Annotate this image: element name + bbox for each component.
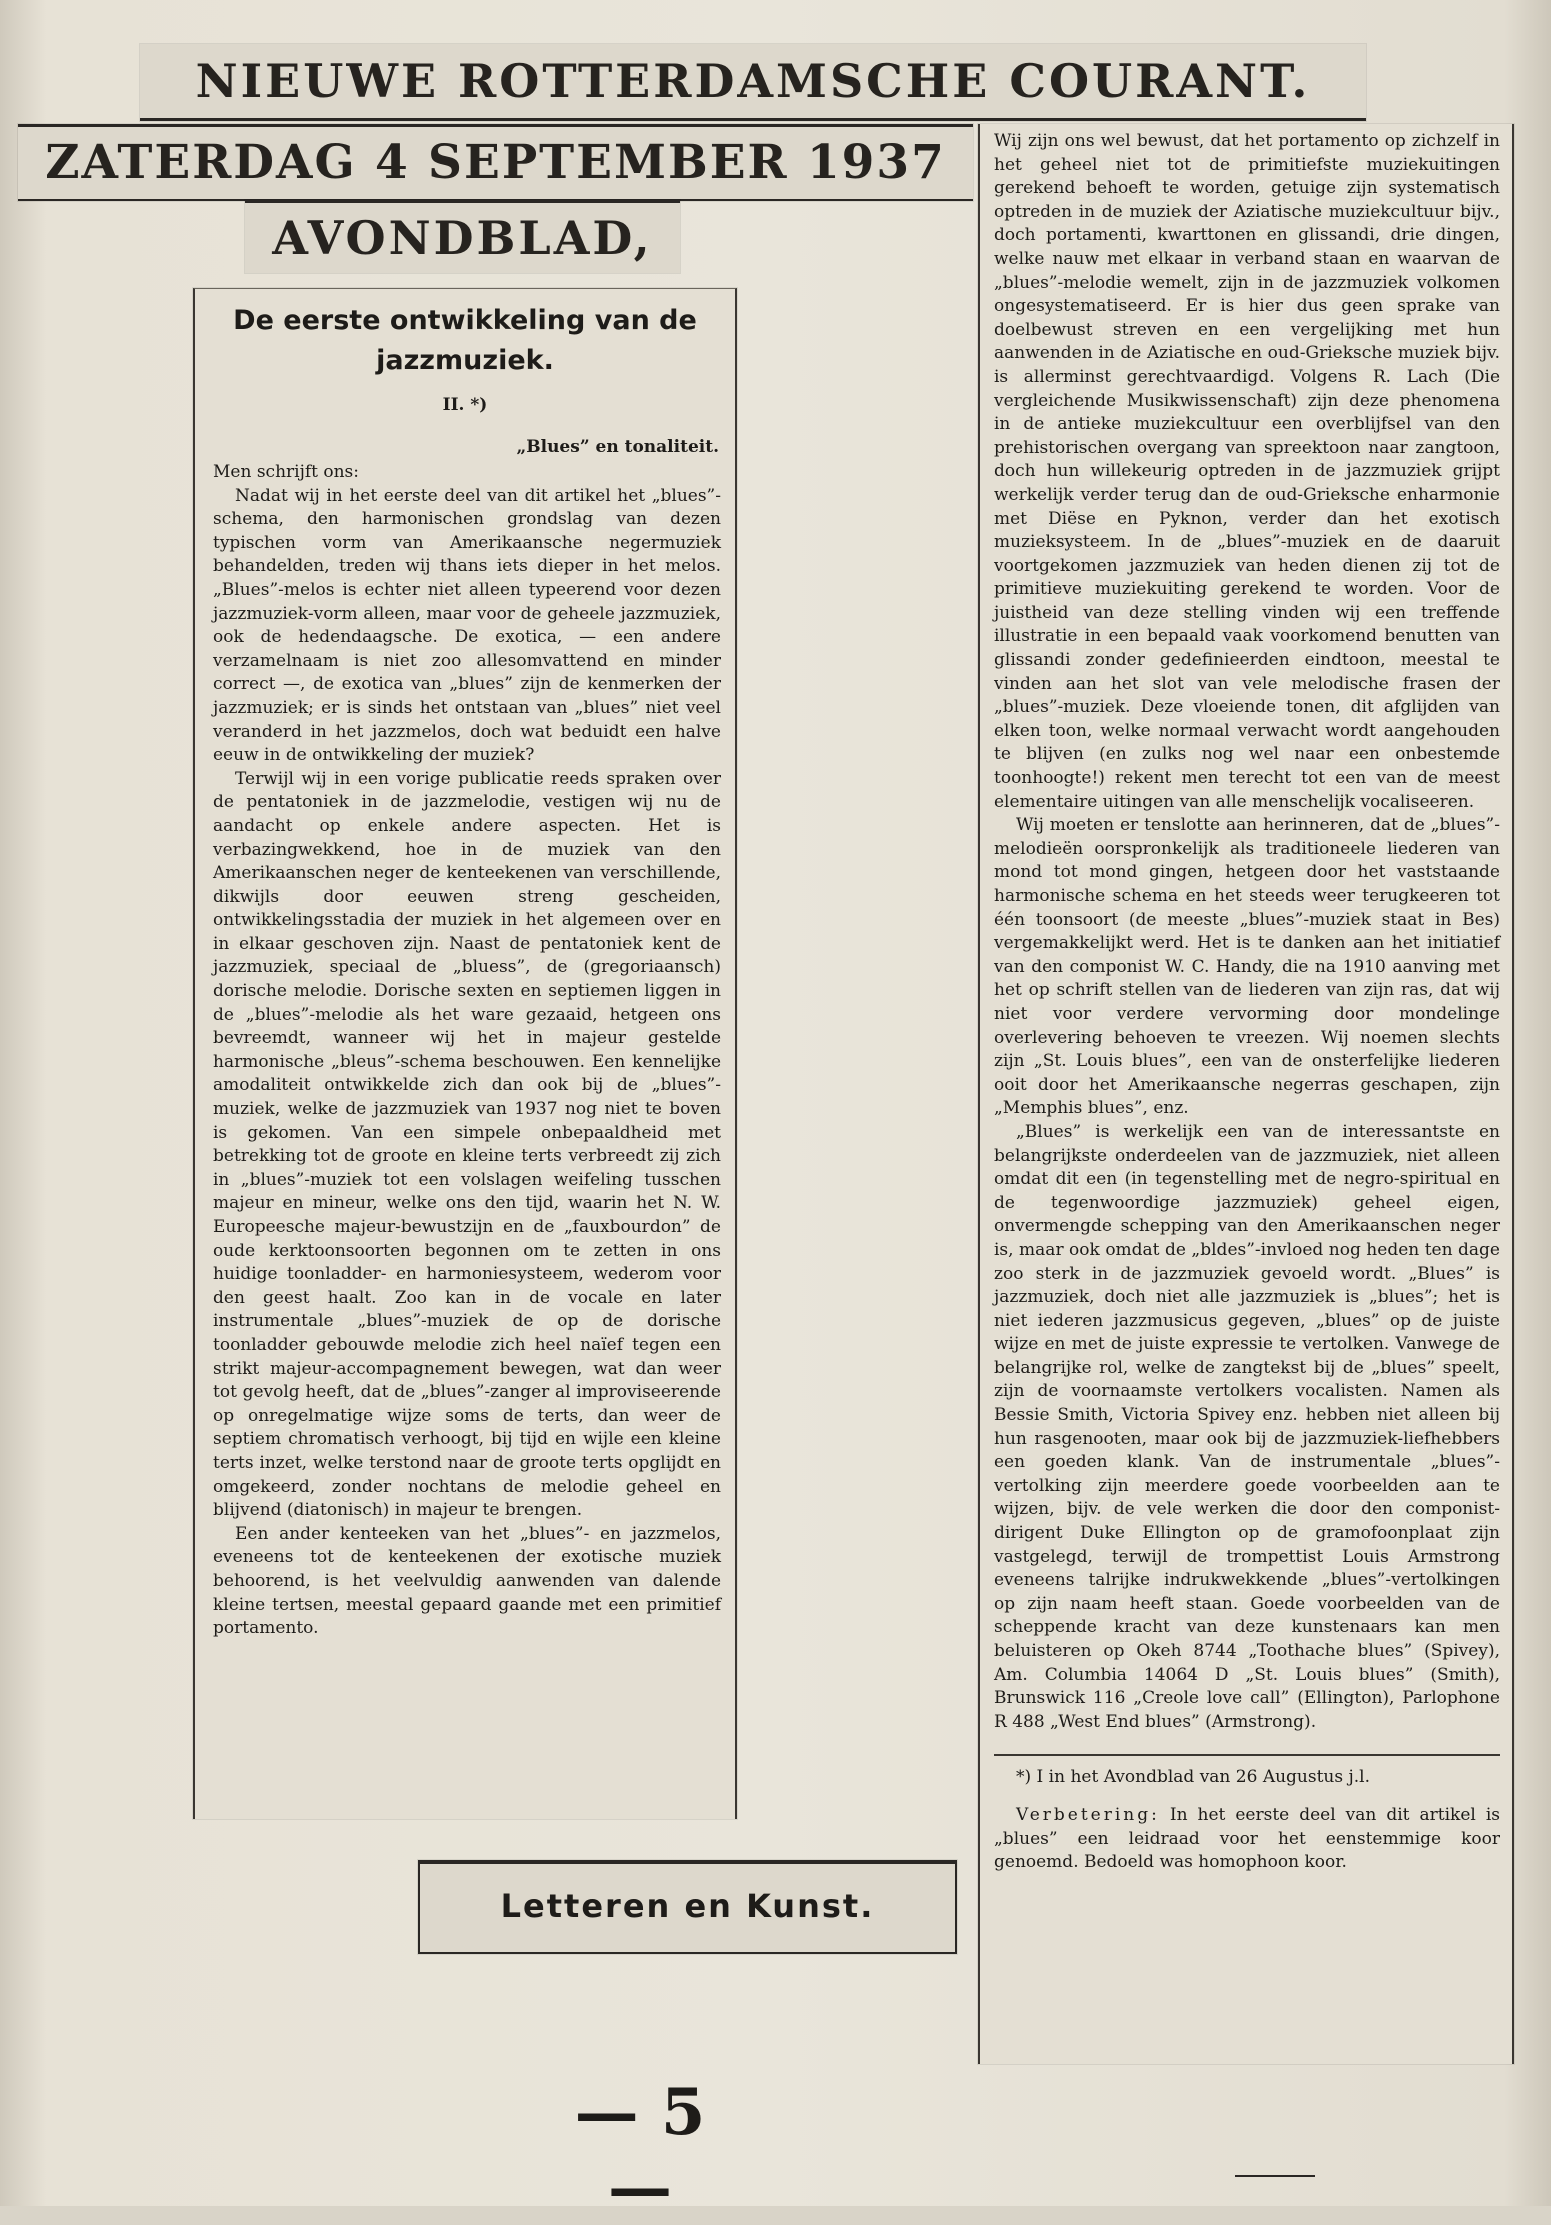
right-body-text bbox=[994, 130, 1500, 1734]
divider bbox=[1235, 2175, 1315, 2177]
footnote: *) I in het Avondblad van 26 Augustus j.l. bbox=[1016, 1767, 1371, 1788]
page-number: — 5 — bbox=[574, 2075, 706, 2225]
section-heading: Letteren en Kunst. bbox=[500, 1887, 875, 1925]
article-right-column bbox=[978, 124, 1514, 2064]
correction-label: Verbetering: bbox=[1016, 1804, 1160, 1825]
masthead: NIEUWE ROTTERDAMSCHE COURANT. bbox=[195, 54, 1311, 108]
paragraph: Wij moeten er tenslotte aan herinneren, dat de „blues”-melodieën oorspronkelijk als traditioneele liederen van mond tot mond gingen, hetgeen door het vaststaande harmonische schema en het steeds weer terugkeeren tot één toonsoort (de meeste „blues”-muziek staat in Bes) vergemakkelijkt werd. Het is te danken aan het initiatief van den componist W. C. Handy, die na 1910 aanving met het op schrift stellen van de liederen van zijn ras, dat wij niet voor verdere vervorming door mondelinge overlevering behoeven te vreezen. Wij noemen slechts zijn „St. Louis blues”, een van de onsterfelijke liederen ooit door het Amerikaansche negerras geschapen, zijn „Memphis blues”, enz. bbox=[994, 815, 1500, 1119]
section-heading-clipping bbox=[418, 1860, 957, 1954]
left-body-text bbox=[213, 461, 721, 1641]
article-subheading: „Blues” en tonaliteit. bbox=[516, 437, 719, 457]
paragraph: „Blues” is werkelijk een van de interessantste en belangrijkste onderdeelen van de jazzmuziek, niet alleen omdat dit een (in tegenstelling met de negro-spiritual en de tegenwoordige jazzmuziek) geheel eigen, onvermengde schepping van den Amerikaanschen neger is, maar ook omdat de „bldes”-invloed nog heden ten dage zoo sterk in de jazzmuziek gevoeld wordt. „Blues” is jazzmuziek, doch niet alle jazzmuziek is „blues”; het is niet iederen jazzmusicus gegeven, „blues” op de juiste wijze en met de juiste expressie te vertolken. Vanwege de belangrijke rol, welke de zangtekst bij de „blues” speelt, zijn de voornaamste vertolkers vocalisten. Namen als Bessie Smith, Victoria Spivey enz. hebben niet alleen bij hun rasgenooten, maar ook bij de jazzmuziek-liefhebbers een goeden klank. Van de instrumentale „blues”-vertolking zijn meerdere goede voorbeelden aan te wijzen, bijv. de vele werken die door den componist-dirigent Duke Ellington op de gramofoonplaat zijn vastgelegd, terwijl de trompettist Louis Armstrong eveneens talrijke indrukwekkende „blues”-vertolkingen op zijn naam heeft staan. Goede voorbeelden van de scheppende kracht van deze kunstenaars kan men beluisteren op Okeh 8744 „Toothache blues” (Spivey), Am. Columbia 14064 D „St. Louis blues” (Smith), Brunswick 116 „Creole love call” (Ellington), Parlophone R 488 „West End blues” (Armstrong). bbox=[994, 1121, 1500, 1732]
paragraph: Nadat wij in het eerste deel van dit artikel het „blues”-schema, den harmonischen grondslag van dezen typischen vorm van Amerikaansche negermuziek behandelden, treden wij thans iets dieper in het melos. „Blues”-melos is echter niet alleen typeerend voor dezen jazzmuziek-vorm alleen, maar voor de geheele jazzmuziek, ook de hedendaagsche. De exotica, — een andere verzamelnaam is niet zoo allesomvattend en minder correct —, de exotica van „blues” zijn de kenmerken der jazzmuziek; er is sinds het ontstaan van „blues” niet veel veranderd in het jazzmelos, doch wat beduidt een halve eeuw in de ontwikkeling der muziek? bbox=[213, 485, 721, 766]
dateline: ZATERDAG 4 SEPTEMBER 1937 bbox=[45, 135, 946, 190]
dateline-clipping bbox=[18, 124, 973, 201]
edition-name: AVONDBLAD, bbox=[272, 211, 653, 265]
article-left-column bbox=[193, 288, 737, 1819]
correction bbox=[994, 1804, 1500, 1875]
paragraph: Terwijl wij in een vorige publicatie reeds spraken over de pentatoniek in de jazzmelodie, vestigen wij nu de aandacht op enkele andere aspecten. Het is verbazingwekkend, hoe in de muziek van den Amerikaanschen neger de kenteekenen van verschillende, dikwijls door eeuwen streng gescheiden, ontwikkelingsstadia der muziek in het algemeen over en in elkaar geschoven zijn. Naast de pentatoniek kent de jazzmuziek, speciaal de „bluess”, de (gregoriaansch) dorische melodie. Dorische sexten en septiemen liggen in de „blues”-melodie als het ware gezaaid, hetgeen ons bevreemdt, wanneer wij het in majeur gestelde harmonische „bleus”-schema beschouwen. Een kennelijke amodaliteit ontwikkelde zich dan ook bij de „blues”-muziek, welke de jazzmuziek van 1937 nog niet te boven is gekomen. Van een simpele onbepaaldheid met betrekking tot de groote en kleine terts verbreedt zij zich in „blues”-muziek tot een volslagen weifeling tusschen majeur en mineur, welke ons den tijd, waarin het N. W. Europeesche majeur-bewustzijn en de „fauxbourdon” de oude kerktoonsoorten begonnen om te zetten in ons huidige toonladder- en harmoniesysteem, wederom voor den geest haalt. Zoo kan in de vocale en later instrumentale „blues”-muziek de op de dorische toonladder gebouwde melodie zich heel naïef tegen een strikt majeur-accompagnement bewegen, wat dan weer tot gevolg heeft, dat de „blues”-zanger al improviseerende op onregelmatige wijze soms de terts, dan weer de septiem chromatisch verhoogt, bij tijd en wijle een kleine terts inzet, welke terstond naar de groote terts opglijdt en omgekeerd, zonder nochtans de melodie geheel en blijvend (diatonisch) in majeur te brengen. bbox=[213, 768, 721, 1521]
correction-text: In het eerste deel van dit artikel is „blues” een leidraad voor het eenstemmige koor genoemd. Bedoeld was homophoon koor. bbox=[994, 1804, 1500, 1873]
paragraph: Men schrijft ons: bbox=[213, 462, 360, 482]
masthead-clipping bbox=[140, 44, 1366, 121]
article-title: De eerste ontwikkeling van de jazzmuziek. bbox=[233, 305, 697, 376]
edition-clipping bbox=[245, 200, 680, 273]
paragraph: Een ander kenteeken van het „blues”- en jazzmelos, eveneens tot de kenteekenen der exotische muziek behoorend, is het veelvuldig aanwenden van dalende kleine tertsen, meestal gepaard gaande met een primitief portamento. bbox=[213, 1523, 721, 1639]
article-part: II. *) bbox=[442, 395, 488, 415]
footnote-block bbox=[994, 1754, 1500, 1874]
paragraph: Wij zijn ons wel bewust, dat het portamento op zichzelf in het geheel niet tot de primitiefste muziekuitingen gerekend behoeft te worden, getuige zijn systematisch optreden in de muziek der Aziatische muziekcultuur bijv., doch portamenti, kwarttonen en glissandi, drie dingen, welke nauw met elkaar in verband staan en waarvan de „blues”-melodie wemelt, zijn in de jazzmuziek volkomen ongesystematiseerd. Er is hier dus geen sprake van doelbewust streven en een vergelijking met hun aanwenden in de Aziatische en oud-Grieksche muziek bijv. is allerminst gerechtvaardigd. Volgens R. Lach (Die vergleichende Musikwissenschaft) zijn deze phenomena in de antieke muziekcultuur een overblijfsel van den prehistorischen overgang van spreektoon naar zangtoon, doch hun willekeurig optreden in de jazzmuziek grijpt werkelijk verder terug dan de oud-Grieksche enharmonie met Diëse en Pyknon, verder dan het exotisch muzieksysteem. In de „blues”-muziek en de daaruit voortgekomen jazzmuziek van heden dienen zij tot de primitieve muziekuiting gerekend te worden. Voor de juistheid van deze stelling vinden wij een treffende illustratie in een bepaald vaak voorkomend benutten van glissandi zonder gedefinieerden eindtoon, meestal te vinden aan het slot van vele melodische frasen der „blues”-muziek. Deze vloeiende tonen, dit afglijden van elken toon, welke normaal verwacht wordt aangehouden te blijven (en zulks nog wel naar een onbestemde toonhoogte!) rekent men terecht tot een van de meest elementaire uitingen van alle menschelijk vocaliseeren. bbox=[994, 131, 1500, 812]
